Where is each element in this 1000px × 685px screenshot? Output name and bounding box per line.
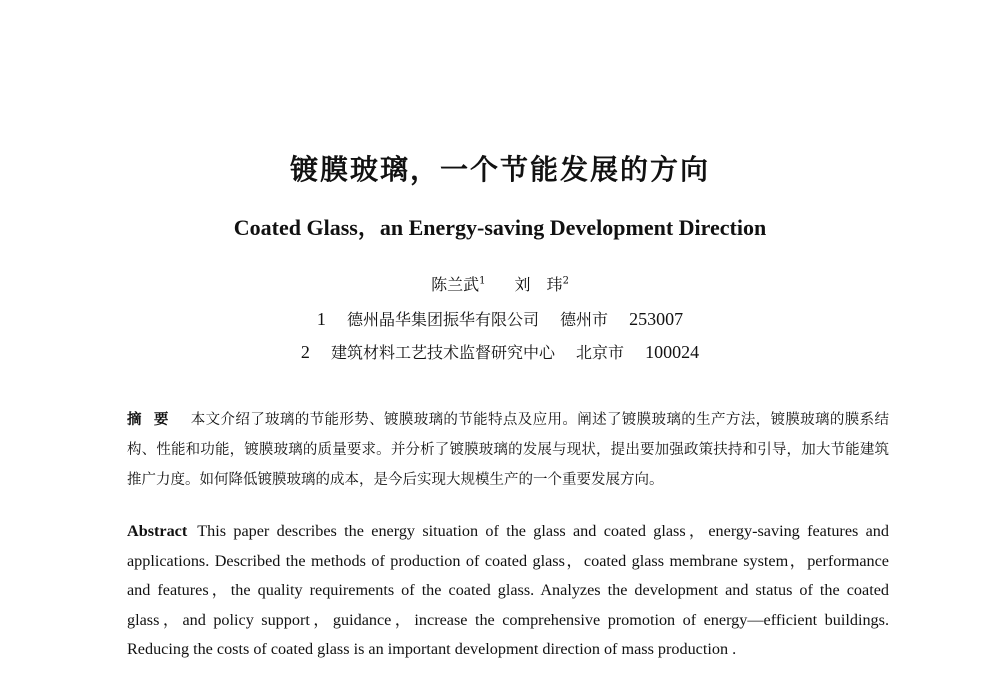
abstract-english-text: This paper describes the energy situation of the glass and coated glass，energy-saving features and applications. Described the methods of production of coated glass，coated glass membrane system，performance and features，the quality requirements of the coated glass. Analyzes the development and status of the coated glass，and policy support，guidance，increase the comprehensive promotion of energy—efficient buildings. Reducing the costs of coated glass is an important development direction of mass production . <box>127 522 889 658</box>
affiliation-2-city: 北京市 <box>576 343 625 362</box>
abstract-english <box>127 517 889 665</box>
author-2 <box>515 275 569 294</box>
affiliation-1-index: 1 <box>316 309 326 329</box>
author-1 <box>431 275 485 294</box>
affiliation-2-index: 2 <box>300 342 310 362</box>
abstract-chinese <box>127 405 889 495</box>
affiliation-2 <box>0 339 1000 366</box>
affiliation-2-postcode: 100024 <box>645 342 700 362</box>
affiliation-1-org: 德州晶华集团振华有限公司 <box>346 310 539 329</box>
author-2-name: 刘 玮 <box>514 275 563 294</box>
abstract-english-label: Abstract <box>127 522 188 540</box>
affiliation-1-city: 德州市 <box>560 310 609 329</box>
author-1-name: 陈兰武 <box>431 275 480 294</box>
affiliation-2-org: 建筑材料工艺技术监督研究中心 <box>330 343 555 362</box>
affiliation-1-postcode: 253007 <box>629 309 684 329</box>
author-1-affil-mark: 1 <box>479 275 486 287</box>
abstract-chinese-label: 摘要 <box>127 412 181 428</box>
author-list <box>0 272 1000 298</box>
title-chinese: 镀膜玻璃，一个节能发展的方向 <box>289 153 710 186</box>
author-2-affil-mark: 2 <box>562 275 569 287</box>
affiliation-1 <box>0 306 1000 333</box>
title-english: Coated Glass，an Energy-saving Development Direction <box>233 215 767 240</box>
abstract-chinese-text: 本文介绍了玻璃的节能形势、镀膜玻璃的节能特点及应用。阐述了镀膜玻璃的生产方法，镀膜玻璃的膜系结构、性能和功能，镀膜玻璃的质量要求。并分析了镀膜玻璃的发展与现状，提出要加强政策扶持和引导，加大节能建筑推广力度。如何降低镀膜玻璃的成本，是今后实现大规模生产的一个重要发展方向。 <box>127 412 890 488</box>
